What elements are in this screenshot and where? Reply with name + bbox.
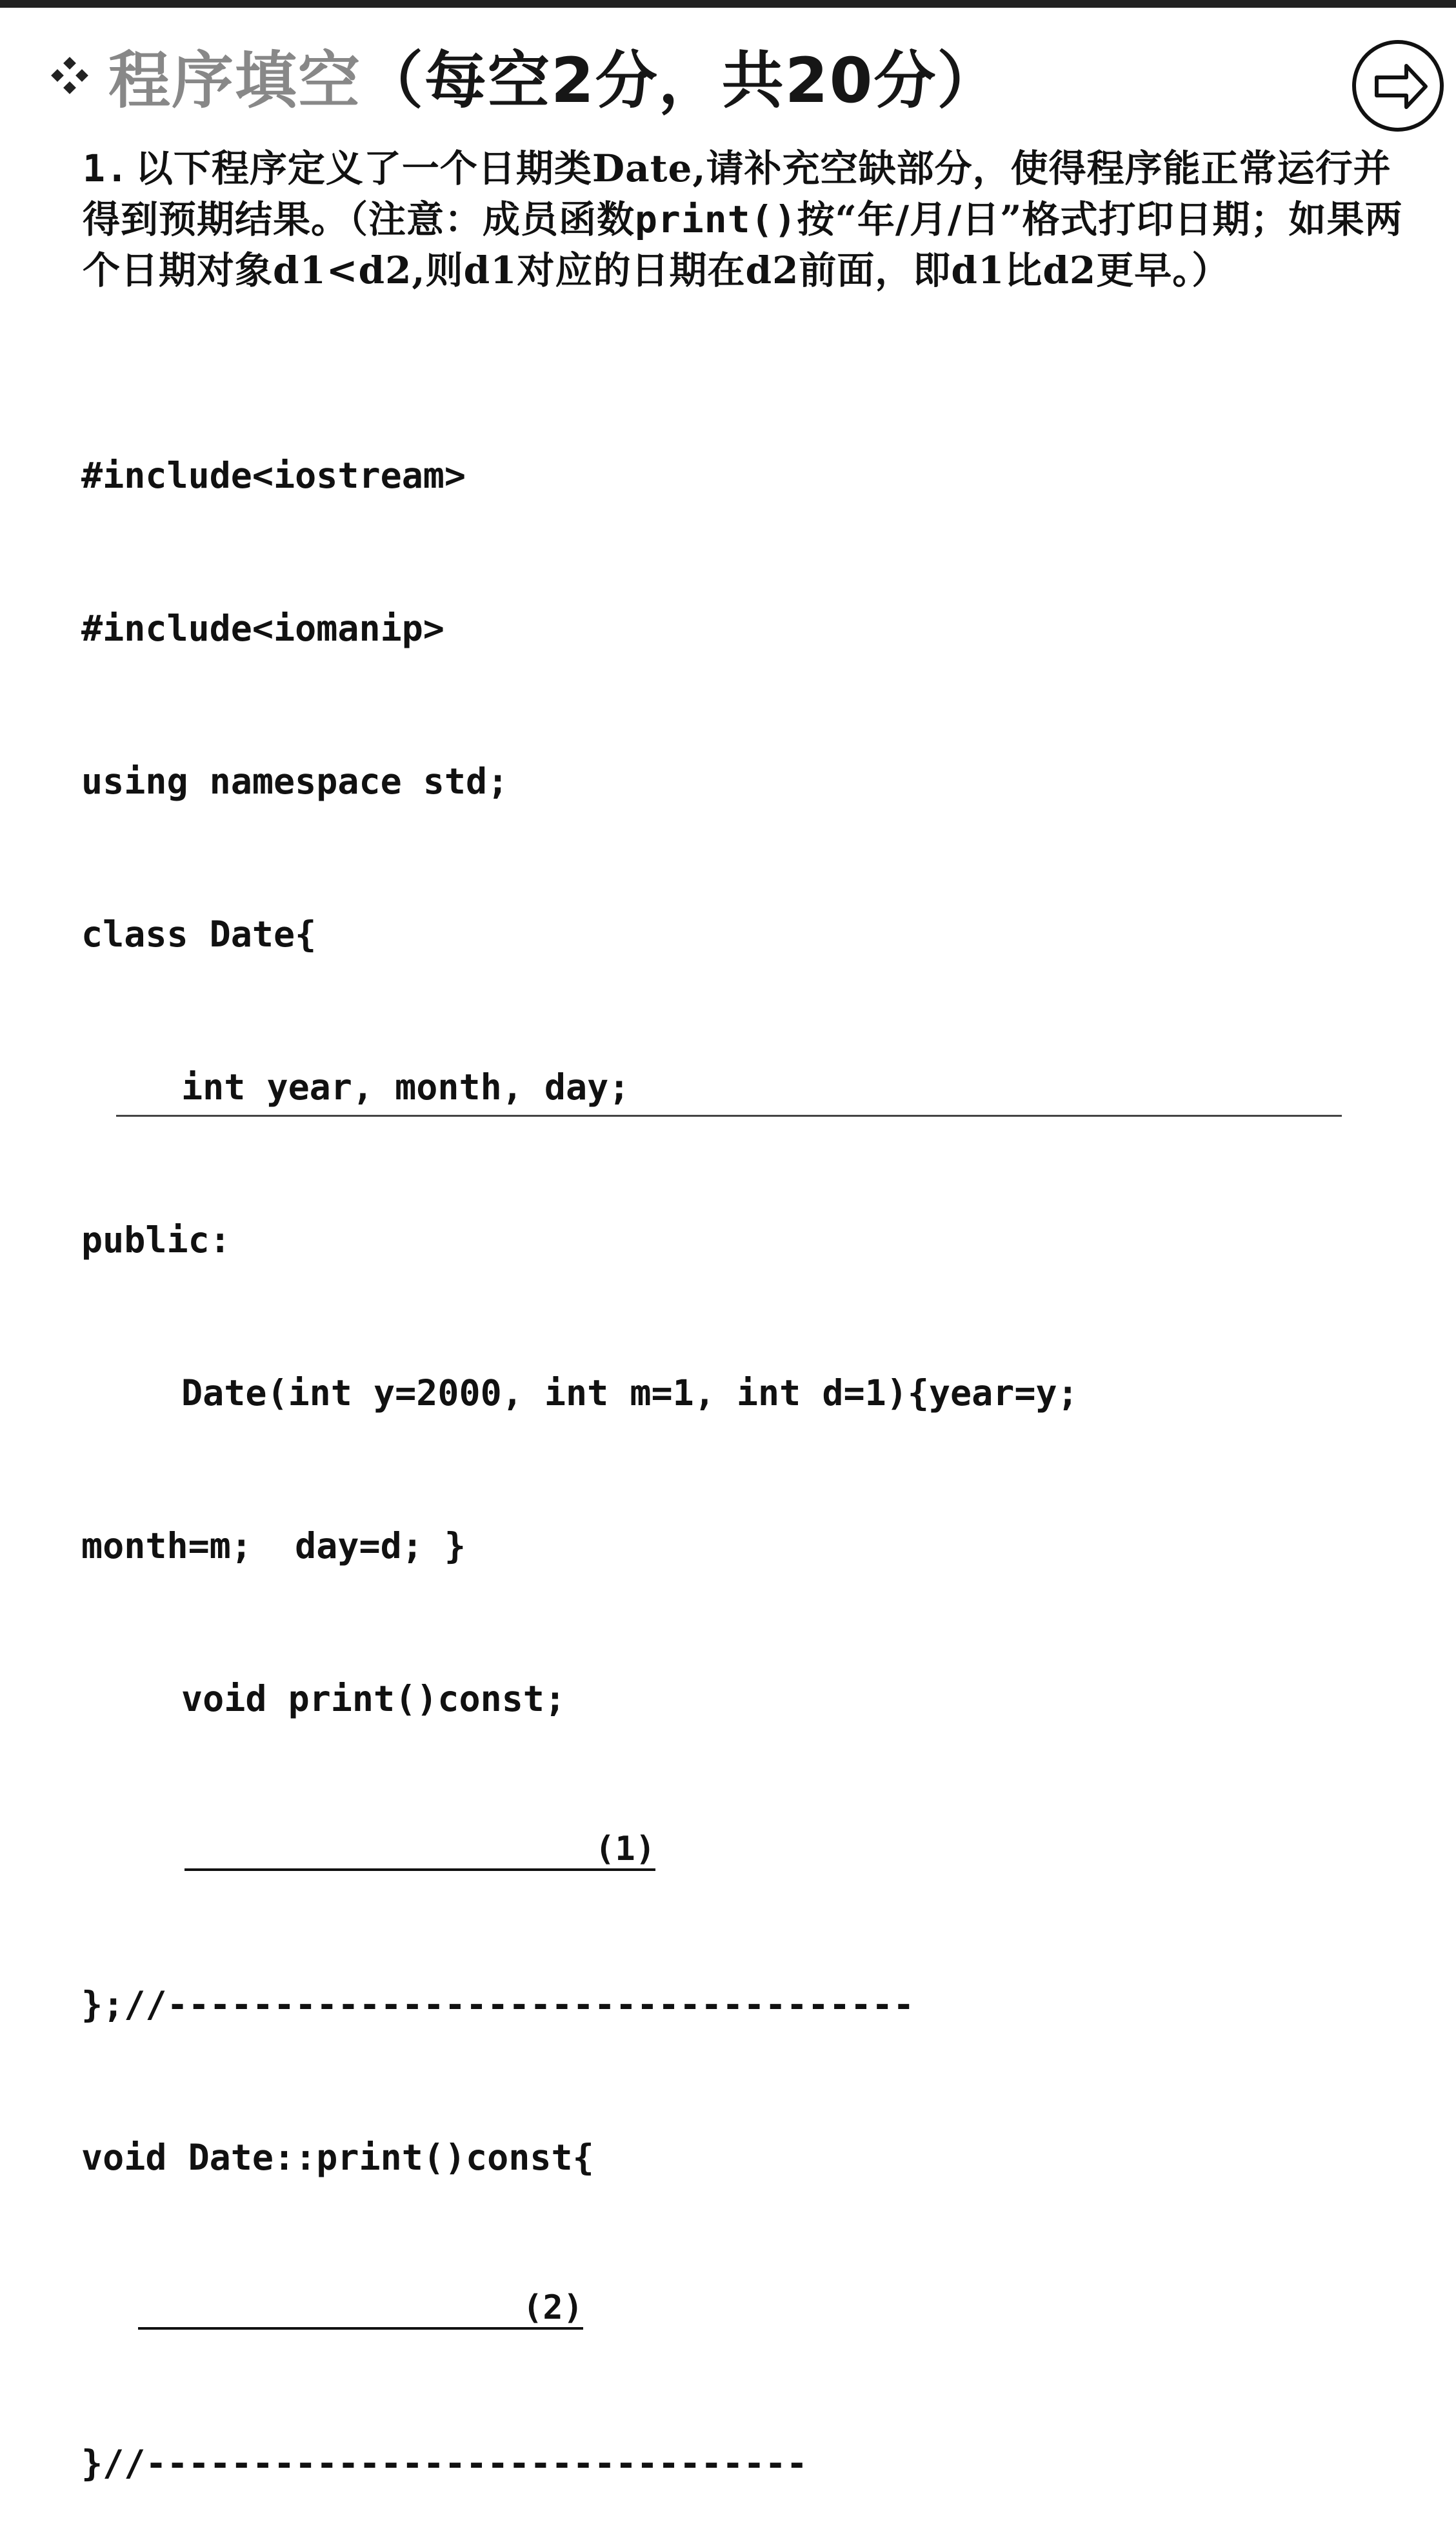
title-score-note: （每空2分，共20分） [361, 44, 1001, 117]
title-main: 程序填空 [108, 44, 361, 117]
slide-header [50, 34, 1000, 117]
code-line: void print()const; [181, 1678, 566, 1719]
code-line: month=m; day=d; } [81, 1525, 466, 1566]
page-title [108, 32, 1000, 120]
code-line: int year, month, day; [181, 1066, 630, 1108]
code-line: class Date{ [81, 914, 317, 955]
code-line: using namespace std; [81, 761, 509, 802]
diamond-cluster-icon [50, 56, 89, 95]
fill-blank-2[interactable]: (2) [138, 2288, 583, 2330]
top-border [0, 0, 1456, 8]
code-line: #include<iostream> [81, 455, 466, 496]
question-text [83, 143, 1424, 296]
code-listing [81, 348, 1436, 2540]
arrow-right-circle-icon[interactable] [1350, 37, 1446, 134]
code-line: #include<iomanip> [81, 608, 444, 649]
code-line: }//------------------------------- [81, 2443, 808, 2484]
code-line: public: [81, 1219, 231, 1261]
blank-line-1 [81, 1826, 1436, 1877]
question-number: 1. [83, 146, 129, 190]
fill-blank-1[interactable]: (1) [184, 1830, 655, 1871]
blank-line-2 [81, 2285, 1436, 2336]
function-name: print() [635, 197, 797, 241]
code-line: void Date::print()const{ [81, 2137, 594, 2178]
question-text-part1: 以下程序定义了一个日期类Date,请补充空缺部分，使得程序能正常运行并得到预期结果。（注意：成员函数 [83, 146, 1391, 241]
bottom-divider [116, 1115, 1342, 1117]
code-line: };//----------------------------------- [81, 1984, 915, 2025]
code-line: Date(int y=2000, int m=1, int d=1){year=y; [181, 1372, 1079, 1414]
question-text-part2: 按“年/月/日”格式打印日期；如果两个日期对象d1<d2,则d1对应的日期在d2前面，即d1比d2更早。） [83, 197, 1403, 292]
